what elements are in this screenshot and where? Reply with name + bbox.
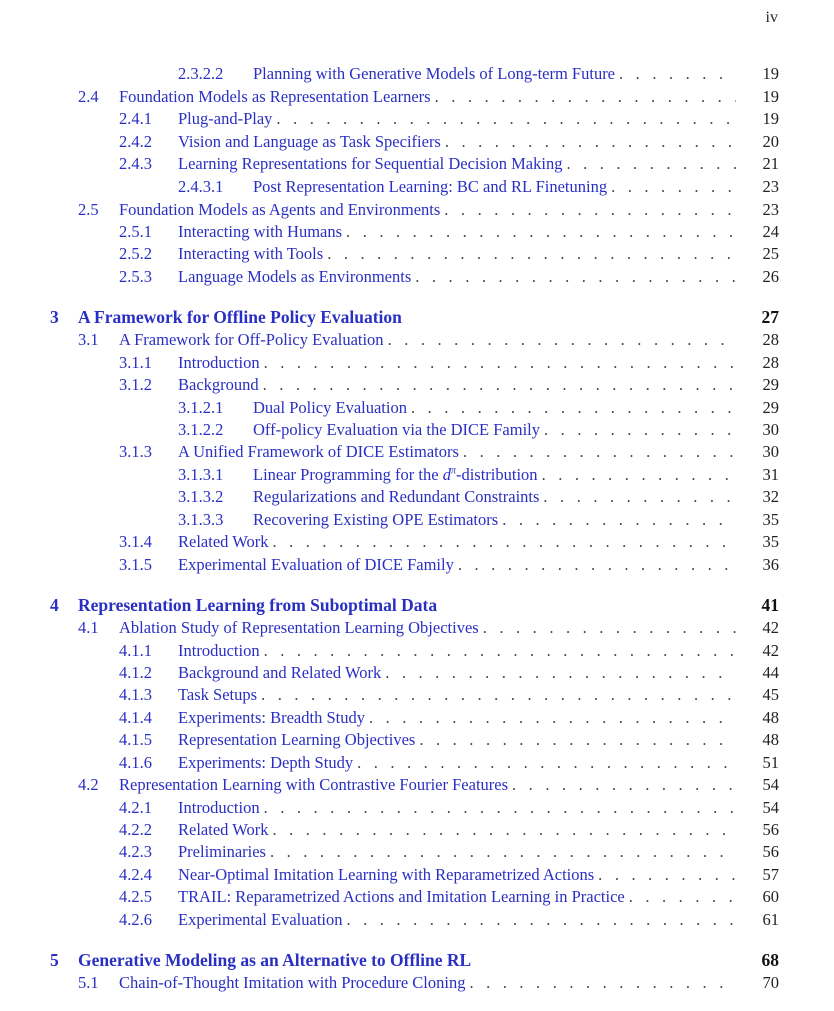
toc-entry-title-line <box>178 374 736 396</box>
toc-entry-title[interactable]: Plug-and-Play <box>178 109 273 128</box>
toc-entry-number[interactable]: 2.5.1 <box>119 222 152 241</box>
toc-entry-title-line <box>178 531 736 553</box>
toc-entry-number[interactable]: 4.2.2 <box>119 820 152 839</box>
toc-entry-page[interactable]: 54 <box>762 798 779 817</box>
dot-leader <box>264 352 736 374</box>
toc-entry-number[interactable]: 2.5.3 <box>119 267 152 286</box>
toc-entry[interactable] <box>0 841 834 863</box>
toc-entry[interactable] <box>0 221 834 243</box>
toc-entry-title-line <box>178 684 736 706</box>
toc-entry-page[interactable]: 31 <box>762 465 779 484</box>
toc-entry[interactable] <box>0 554 834 576</box>
dot-leader <box>264 797 736 819</box>
dot-leader <box>445 131 736 153</box>
dot-leader <box>327 243 736 265</box>
dot-leader <box>263 374 736 396</box>
toc-entry-page[interactable]: 56 <box>762 820 779 839</box>
toc-entry-number[interactable]: 4.2.6 <box>119 910 152 929</box>
toc-entry[interactable] <box>0 176 834 198</box>
toc-entry-title-line <box>119 972 736 994</box>
toc-entry-title[interactable]: A Framework for Off-Policy Evaluation <box>119 330 384 349</box>
toc-entry-title-line <box>178 797 736 819</box>
toc-entry-title-line <box>178 243 736 265</box>
toc-entry-number[interactable]: 5 <box>50 950 59 970</box>
toc-entry-title[interactable]: Interacting with Tools <box>178 244 324 263</box>
toc-entry-title-line <box>178 153 736 175</box>
toc-entry-title[interactable]: Introduction <box>178 798 260 817</box>
toc-entry-page[interactable]: 27 <box>761 307 779 327</box>
toc-entry-page[interactable]: 21 <box>762 154 779 173</box>
toc-entry-title-line <box>178 662 736 684</box>
dot-leader <box>369 707 736 729</box>
toc-entry-title[interactable]: Vision and Language as Task Specifiers <box>178 132 441 151</box>
toc-entry[interactable] <box>0 864 834 886</box>
toc-entry[interactable] <box>0 886 834 908</box>
toc-entry-title[interactable]: Related Work <box>178 820 269 839</box>
toc-chapter-entry[interactable] <box>0 949 834 971</box>
toc-entry-title[interactable]: Experiments: Breadth Study <box>178 708 365 727</box>
dot-leader <box>463 441 736 463</box>
toc-entry-number[interactable]: 3.1.5 <box>119 555 152 574</box>
toc-entry-number[interactable]: 2.5 <box>78 200 99 219</box>
toc-entry-page[interactable]: 29 <box>762 398 779 417</box>
toc-entry-number[interactable]: 3.1 <box>78 330 99 349</box>
toc-entry-number[interactable]: 2.4.2 <box>119 132 152 151</box>
toc-entry[interactable] <box>0 797 834 819</box>
dot-leader <box>272 531 736 553</box>
toc-entry-page[interactable]: 23 <box>762 177 779 196</box>
toc-entry-page[interactable]: 35 <box>762 510 779 529</box>
toc-entry-page[interactable]: 41 <box>761 595 779 615</box>
dot-leader <box>542 464 736 486</box>
dot-leader <box>502 509 736 531</box>
toc-entry-title-line <box>253 397 736 419</box>
toc-entry-title[interactable]: Post Representation Learning: BC and RL Finetuning <box>253 177 608 196</box>
toc-entry[interactable] <box>0 108 834 130</box>
dot-leader <box>543 486 736 508</box>
toc-entry-number[interactable]: 3.1.3.3 <box>178 510 224 529</box>
toc-entry-title[interactable]: Introduction <box>178 641 260 660</box>
toc-entry[interactable] <box>0 972 834 994</box>
toc-entry-page[interactable]: 26 <box>762 267 779 286</box>
toc-entry-number[interactable]: 2.5.2 <box>119 244 152 263</box>
dot-leader <box>411 397 736 419</box>
toc-entry-number[interactable]: 3.1.2 <box>119 375 152 394</box>
toc-entry-page[interactable]: 44 <box>762 663 779 682</box>
toc-entry-title-line <box>178 352 736 374</box>
toc-entry-title[interactable]: Generative Modeling as an Alternative to Offline RL <box>78 950 472 970</box>
toc-entry-title[interactable]: Experiments: Depth Study <box>178 753 354 772</box>
toc-entry[interactable] <box>0 441 834 463</box>
dot-leader <box>483 617 736 639</box>
toc-entry-page[interactable]: 25 <box>762 244 779 263</box>
page-number: iv <box>765 9 778 26</box>
toc-entry-title[interactable]: Representation Learning with Contrastive Fourier Features <box>119 775 509 794</box>
toc-entry-number[interactable]: 4.1.3 <box>119 685 152 704</box>
toc-entry-number[interactable]: 4.1.2 <box>119 663 152 682</box>
toc-entry-title-line <box>178 131 736 153</box>
toc-entry-title-line <box>178 266 736 288</box>
toc-entry[interactable] <box>0 509 834 531</box>
toc-entry-title-line <box>178 886 736 908</box>
toc-entry-title-line <box>253 509 736 531</box>
toc-entry-page[interactable]: 24 <box>762 222 779 241</box>
dot-leader <box>415 266 736 288</box>
toc-entry-page[interactable]: 56 <box>762 842 779 861</box>
toc-entry-number[interactable]: 2.4.3.1 <box>178 177 224 196</box>
toc-entry-title-line <box>178 729 736 751</box>
toc-entry-title-line <box>78 306 724 328</box>
toc-entry-page[interactable]: 20 <box>762 132 779 151</box>
dot-leader <box>419 729 736 751</box>
dot-leader <box>469 972 736 994</box>
toc-entry-title-text: -distribution <box>455 465 538 484</box>
toc-entry-title[interactable]: Related Work <box>178 532 269 551</box>
toc-entry-number[interactable]: 4 <box>50 595 59 615</box>
dot-leader <box>598 864 736 886</box>
dot-leader <box>346 909 736 931</box>
dot-leader <box>264 640 736 662</box>
toc-entry-title[interactable]: A Framework for Offline Policy Evaluation <box>78 307 402 327</box>
toc-entry-number[interactable]: 3.1.1 <box>119 353 152 372</box>
dot-leader <box>611 176 736 198</box>
toc-entry-page[interactable]: 28 <box>762 353 779 372</box>
toc-entry-page[interactable]: 35 <box>762 532 779 551</box>
toc-entry[interactable] <box>0 419 834 441</box>
toc-entry[interactable] <box>0 243 834 265</box>
toc-entry-number[interactable]: 4.2 <box>78 775 99 794</box>
toc-entry-title[interactable]: Representation Learning from Suboptimal Data <box>78 595 438 615</box>
toc-entry-page[interactable]: 48 <box>762 730 779 749</box>
toc-entry-page[interactable]: 68 <box>761 950 779 970</box>
toc-entry-number[interactable]: 4.2.5 <box>119 887 152 906</box>
toc-entry[interactable] <box>0 374 834 396</box>
dot-leader <box>629 886 736 908</box>
toc-entry[interactable] <box>0 153 834 175</box>
toc-entry-page[interactable]: 60 <box>762 887 779 906</box>
dot-leader <box>444 199 736 221</box>
toc-entry[interactable] <box>0 640 834 662</box>
toc-entry[interactable] <box>0 729 834 751</box>
toc-entry-number[interactable]: 4.1 <box>78 618 99 637</box>
toc-entry-title-line <box>178 841 736 863</box>
toc-entry-number[interactable]: 4.2.3 <box>119 842 152 861</box>
dot-leader <box>272 819 736 841</box>
toc-entry-title-line <box>78 949 724 971</box>
toc-entry-title-line <box>119 617 736 639</box>
toc-entry-number[interactable]: 3.1.3.1 <box>178 465 224 484</box>
toc-entry-page[interactable]: 51 <box>762 753 779 772</box>
toc-entry[interactable] <box>0 531 834 553</box>
toc-entry-number[interactable]: 4.1.5 <box>119 730 152 749</box>
toc-entry-title[interactable]: Chain-of-Thought Imitation with Procedure Cloning <box>119 973 466 992</box>
toc-entry-number[interactable]: 2.4.1 <box>119 109 152 128</box>
toc-entry-page[interactable]: 61 <box>762 910 779 929</box>
toc-entry[interactable] <box>0 707 834 729</box>
toc-entry-number[interactable]: 4.1.6 <box>119 753 152 772</box>
toc-entry-title[interactable]: Background and Related Work <box>178 663 382 682</box>
toc-entry-title[interactable] <box>253 464 542 486</box>
toc-entry-page[interactable]: 42 <box>762 618 779 637</box>
toc-entry[interactable] <box>0 352 834 374</box>
toc-entry[interactable] <box>0 131 834 153</box>
dot-leader <box>385 662 736 684</box>
toc-entry-page[interactable]: 19 <box>762 109 779 128</box>
dot-leader <box>276 108 736 130</box>
toc-entry-title[interactable]: Experimental Evaluation of DICE Family <box>178 555 454 574</box>
toc-entry-title[interactable]: Representation Learning Objectives <box>178 730 416 749</box>
toc-entry-page[interactable]: 28 <box>762 330 779 349</box>
toc-entry[interactable] <box>0 909 834 931</box>
toc-entry-number[interactable]: 3.1.3 <box>119 442 152 461</box>
toc-entry-title[interactable]: Background <box>178 375 259 394</box>
toc-entry[interactable] <box>0 774 834 796</box>
toc-entry-title[interactable]: Regularizations and Redundant Constraints <box>253 487 540 506</box>
toc-entry-number[interactable]: 3.1.2.1 <box>178 398 224 417</box>
toc-entry-title[interactable]: Ablation Study of Representation Learning Objectives <box>119 618 479 637</box>
toc-entry[interactable] <box>0 86 834 108</box>
toc-entry[interactable] <box>0 397 834 419</box>
toc-entry-title-line <box>178 221 736 243</box>
dot-leader <box>388 329 736 351</box>
toc-entry-page[interactable]: 29 <box>762 375 779 394</box>
toc-entry[interactable] <box>0 662 834 684</box>
toc-entry-title[interactable]: Preliminaries <box>178 842 266 861</box>
toc-entry-page[interactable]: 70 <box>762 973 779 992</box>
toc-entry[interactable] <box>0 266 834 288</box>
toc-entry[interactable] <box>0 617 834 639</box>
dot-leader <box>544 419 736 441</box>
toc-entry-title-line <box>178 640 736 662</box>
toc-entry-title[interactable]: Interacting with Humans <box>178 222 343 241</box>
dot-leader <box>566 153 736 175</box>
toc-entry-title-text: Linear Programming for the <box>253 465 443 484</box>
toc-chapter-entry[interactable] <box>0 306 834 328</box>
toc-entry-title[interactable]: Experimental Evaluation <box>178 910 343 929</box>
toc-entry-title[interactable]: Introduction <box>178 353 260 372</box>
toc-entry-title-line <box>178 707 736 729</box>
toc-entry-title-line <box>253 176 736 198</box>
toc-entry-page[interactable]: 19 <box>762 64 779 83</box>
toc-entry-title-line <box>178 909 736 931</box>
toc-entry-number[interactable]: 4.2.1 <box>119 798 152 817</box>
toc-entry-title[interactable]: Planning with Generative Models of Long-term Future <box>253 64 616 83</box>
toc-entry-title[interactable]: Foundation Models as Agents and Environments <box>119 200 441 219</box>
toc-entry-page[interactable]: 19 <box>762 87 779 106</box>
toc-entry[interactable] <box>0 199 834 221</box>
toc-entry-title[interactable]: Near-Optimal Imitation Learning with Reparametrized Actions <box>178 865 595 884</box>
toc-entry-title[interactable]: Foundation Models as Representation Learners <box>119 87 431 106</box>
dot-leader <box>435 86 736 108</box>
toc-entry-title[interactable]: Task Setups <box>178 685 258 704</box>
toc-entry-page[interactable]: 42 <box>762 641 779 660</box>
toc-entry[interactable] <box>0 752 834 774</box>
toc-chapter-entry[interactable] <box>0 594 834 616</box>
toc-entry-title-line <box>178 864 736 886</box>
toc-entry-page[interactable]: 57 <box>762 865 779 884</box>
toc-entry-title-line <box>178 819 736 841</box>
toc-entry-title-line <box>178 554 736 576</box>
toc-entry-title-line <box>178 108 736 130</box>
dot-leader <box>270 841 736 863</box>
toc-entry-number[interactable]: 4.1.1 <box>119 641 152 660</box>
toc-entry-title-line <box>119 329 736 351</box>
toc-entry-page[interactable]: 32 <box>762 487 779 506</box>
toc-entry-page[interactable]: 23 <box>762 200 779 219</box>
toc-entry-number[interactable]: 3.1.2.2 <box>178 420 224 439</box>
toc-entry-number[interactable]: 2.4.3 <box>119 154 152 173</box>
toc-entry-number[interactable]: 3.1.3.2 <box>178 487 224 506</box>
math-symbol: d <box>442 465 451 484</box>
toc-entry-number[interactable]: 2.3.2.2 <box>178 64 224 83</box>
toc-entry-title-line <box>119 86 736 108</box>
toc-entry[interactable] <box>0 329 834 351</box>
toc-entry-page[interactable]: 54 <box>762 775 779 794</box>
toc-entry-title-line <box>178 441 736 463</box>
toc-entry-title-line <box>178 752 736 774</box>
dot-leader <box>261 684 736 706</box>
toc-entry-title[interactable]: Language Models as Environments <box>178 267 412 286</box>
toc-entry[interactable] <box>0 486 834 508</box>
toc-entry-title-line <box>253 63 736 85</box>
toc-entry[interactable] <box>0 464 834 486</box>
toc-entry-number[interactable]: 4.1.4 <box>119 708 152 727</box>
toc-entry-title-line <box>119 199 736 221</box>
toc-entry-title[interactable]: Learning Representations for Sequential Decision Making <box>178 154 563 173</box>
toc-entry-title[interactable]: Dual Policy Evaluation <box>253 398 407 417</box>
toc-entry-title-line <box>119 774 736 796</box>
toc-entry-page[interactable]: 36 <box>762 555 779 574</box>
dot-leader <box>512 774 736 796</box>
toc-entry-title[interactable]: Recovering Existing OPE Estimators <box>253 510 499 529</box>
toc-entry[interactable] <box>0 819 834 841</box>
toc-entry-number[interactable]: 3.1.4 <box>119 532 152 551</box>
toc-entry-number[interactable]: 4.2.4 <box>119 865 152 884</box>
toc-entry-page[interactable]: 30 <box>762 420 779 439</box>
toc-entry[interactable] <box>0 684 834 706</box>
toc-entry-number[interactable]: 5.1 <box>78 973 99 992</box>
toc-entry[interactable] <box>0 63 834 85</box>
toc-entry-page[interactable]: 45 <box>762 685 779 704</box>
toc-entry-number[interactable]: 3 <box>50 307 59 327</box>
toc-entry-title-line <box>253 486 736 508</box>
dot-leader <box>357 752 736 774</box>
toc-entry-title[interactable]: A Unified Framework of DICE Estimators <box>178 442 459 461</box>
toc-entry-number[interactable]: 2.4 <box>78 87 99 106</box>
math-superscript: π <box>450 465 456 477</box>
dot-leader <box>346 221 736 243</box>
dot-leader <box>458 554 736 576</box>
dot-leader <box>619 63 736 85</box>
toc-entry-title-line <box>253 419 736 441</box>
toc-entry-title-line <box>253 464 736 486</box>
toc-entry-title[interactable]: Off-policy Evaluation via the DICE Family <box>253 420 541 439</box>
toc-entry-page[interactable]: 48 <box>762 708 779 727</box>
toc-entry-title-line <box>78 594 724 616</box>
toc-entry-title[interactable]: TRAIL: Reparametrized Actions and Imitation Learning in Practice <box>178 887 625 906</box>
toc-entry-page[interactable]: 30 <box>762 442 779 461</box>
